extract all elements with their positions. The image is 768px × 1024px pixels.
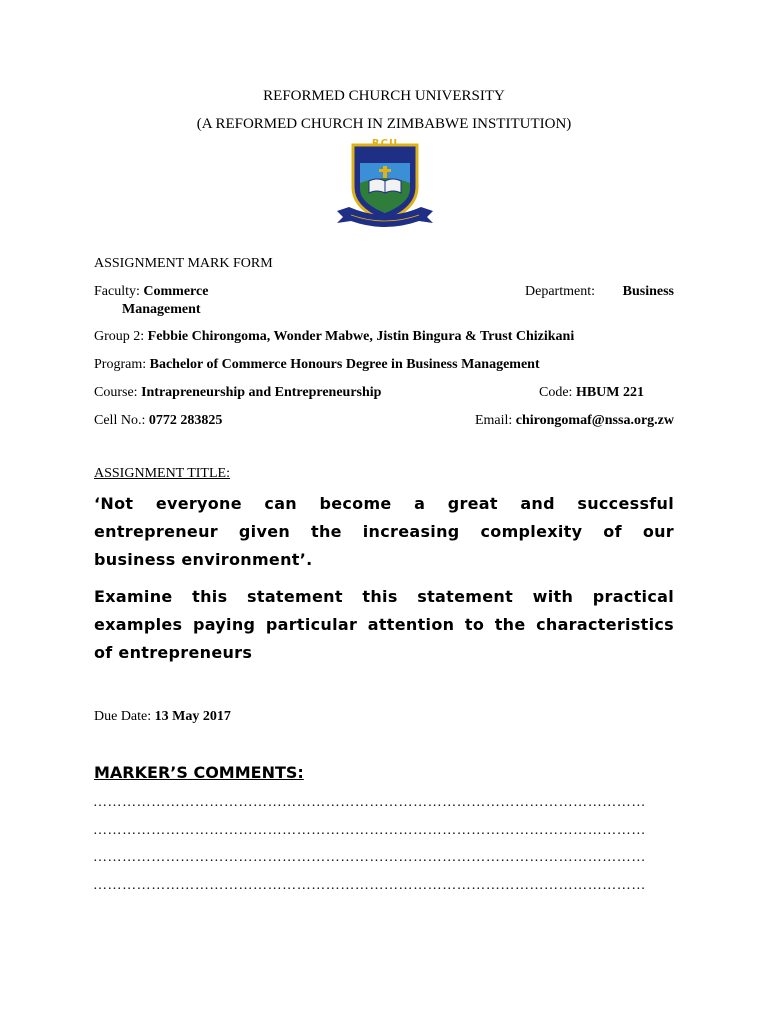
form-title: ASSIGNMENT MARK FORM <box>94 256 273 271</box>
quote-line-3: business environment’. <box>94 550 313 569</box>
comment-line-2: …………………………………………………………………………………………………… <box>93 823 646 838</box>
comment-line-4: …………………………………………………………………………………………………… <box>93 878 646 893</box>
cell-label: Cell No.: <box>94 413 146 428</box>
cell-row <box>94 413 222 429</box>
due-date-row <box>94 709 231 725</box>
course-row <box>94 385 381 401</box>
course-value: Intrapreneurship and Entrepreneurship <box>141 385 382 400</box>
crest-acronym: RCU <box>371 138 399 149</box>
university-name: REFORMED CHURCH UNIVERSITY <box>263 88 505 104</box>
comment-line-3: …………………………………………………………………………………………………… <box>93 850 646 865</box>
assignment-title-label: ASSIGNMENT TITLE: <box>94 466 230 481</box>
code-value: HBUM 221 <box>575 385 645 400</box>
quote-line-2: entrepreneur given the increasing complexity of our <box>94 522 674 541</box>
course-label: Course: <box>94 385 138 400</box>
quote-line-1: ‘Not everyone can become a great and successful <box>94 494 674 513</box>
faculty-value: Commerce <box>143 284 209 299</box>
faculty-value-continued: Management <box>122 302 201 317</box>
due-date-label: Due Date: <box>94 709 152 724</box>
faculty-label: Faculty: <box>94 284 140 299</box>
marker-comments-heading: MARKER’S COMMENTS: <box>94 763 304 782</box>
cell-value: 0772 283825 <box>148 413 223 428</box>
due-date-value: 13 May 2017 <box>154 709 231 724</box>
code-label: Code: <box>539 385 573 400</box>
code-row <box>539 385 644 401</box>
comment-line-1: …………………………………………………………………………………………………… <box>93 795 646 810</box>
program-label: Program: <box>94 357 147 372</box>
group-value: Febbie Chirongoma, Wonder Mabwe, Jistin Bingura & Trust Chizikani <box>147 329 575 344</box>
task-line-1: Examine this statement this statement with practical <box>94 587 674 606</box>
rcu-crest-logo <box>333 137 437 231</box>
task-line-2: examples paying particular attention to the characteristics <box>94 615 674 634</box>
department-label: Department: <box>525 284 595 299</box>
program-row <box>94 357 540 373</box>
program-value: Bachelor of Commerce Honours Degree in Business Management <box>149 357 540 372</box>
email-row <box>394 413 674 429</box>
task-line-3: of entrepreneurs <box>94 643 253 662</box>
group-label: Group 2: <box>94 329 145 344</box>
department-value: Business <box>622 284 674 299</box>
email-value: chirongomaf@nssa.org.zw <box>515 413 674 428</box>
email-label: Email: <box>474 413 513 428</box>
group-row <box>94 329 574 345</box>
faculty-row <box>94 284 208 300</box>
university-subtitle: (A REFORMED CHURCH IN ZIMBABWE INSTITUTION) <box>196 116 572 132</box>
